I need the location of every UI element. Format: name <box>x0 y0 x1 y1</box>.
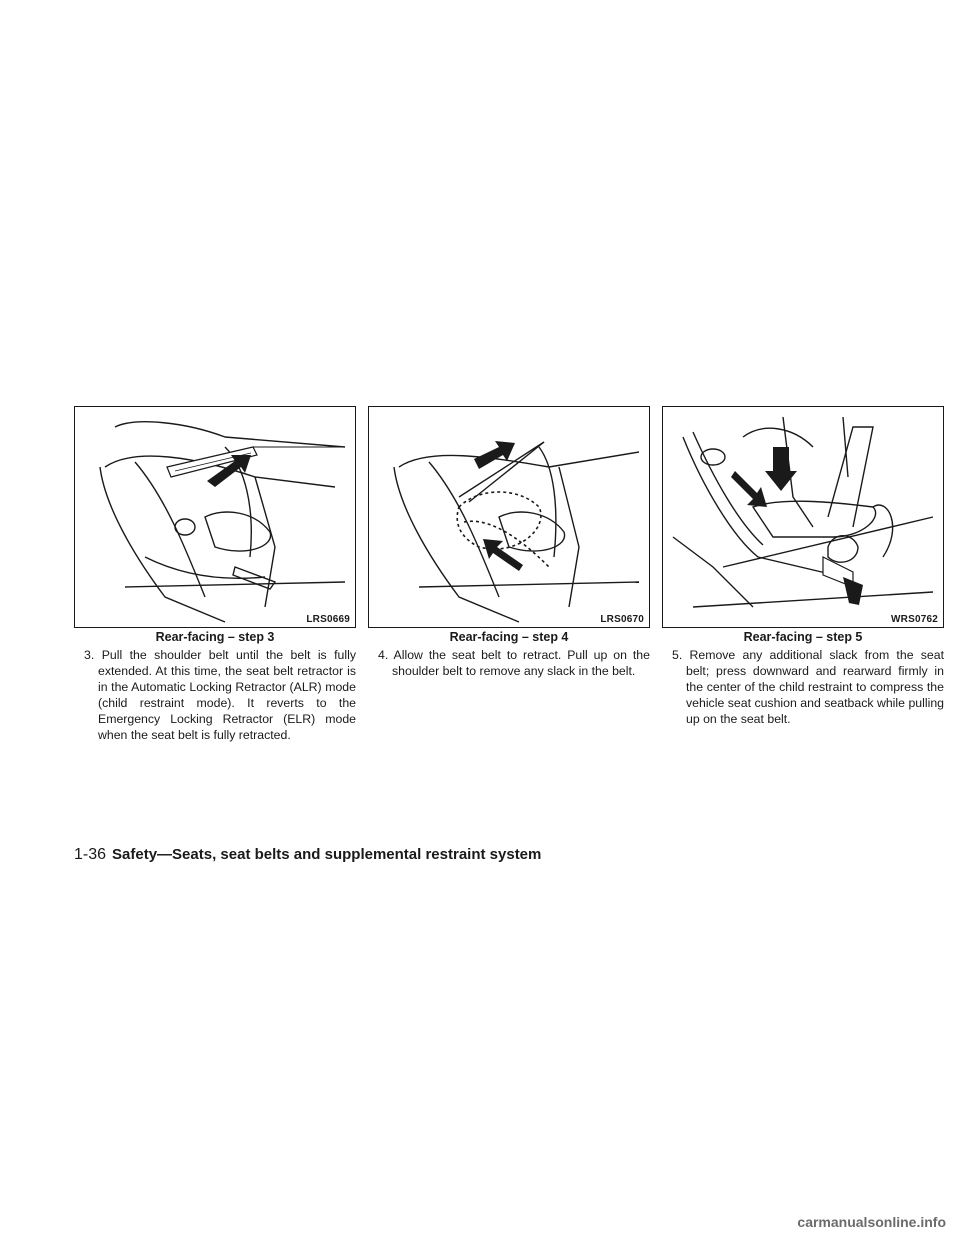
page-footer <box>74 846 541 864</box>
step-body: Remove any additional slack from the seat belt; press downward and rearward firmly in the center of the child restraint to compress the vehicle seat cushion and seatback while pulling up on the seat belt. <box>686 648 944 726</box>
seat-belt-illustration-step-4 <box>369 407 649 627</box>
step-3-text <box>74 647 356 743</box>
figure-caption: Rear-facing – step 4 <box>449 630 569 644</box>
step-body: Allow the seat belt to retract. Pull up on the shoulder belt to remove any slack in the belt. <box>392 648 650 678</box>
illustration-step-5 <box>662 406 944 628</box>
page-number: 1-36 <box>74 846 107 863</box>
figure-column-step-4 <box>368 406 650 679</box>
seat-belt-illustration-step-3 <box>75 407 355 627</box>
watermark[interactable]: carmanualsonline.info <box>797 1214 946 1230</box>
step-number: 4. <box>378 648 389 662</box>
step-4-text <box>368 647 650 679</box>
figure-code: LRS0669 <box>306 614 350 625</box>
section-title: Safety—Seats, seat belts and supplemental restraint system <box>112 846 542 863</box>
figure-code: LRS0670 <box>600 614 644 625</box>
figure-column-step-3 <box>74 406 356 743</box>
illustration-step-4 <box>368 406 650 628</box>
illustration-step-3 <box>74 406 356 628</box>
step-5-text <box>662 647 944 727</box>
figure-caption: Rear-facing – step 5 <box>743 630 863 644</box>
figure-code: WRS0762 <box>891 614 938 625</box>
figure-caption: Rear-facing – step 3 <box>155 630 275 644</box>
seat-belt-illustration-step-5 <box>663 407 943 627</box>
step-body: Pull the shoulder belt until the belt is fully extended. At this time, the seat belt retractor is in the Automatic Locking Retractor (ALR) mode (child restraint mode). It reverts to the Emergency Locking Retractor (ELR) mode when the seat belt is fully retracted. <box>98 648 356 742</box>
step-number: 5. <box>672 648 683 662</box>
figure-column-step-5 <box>662 406 944 727</box>
step-number: 3. <box>84 648 95 662</box>
